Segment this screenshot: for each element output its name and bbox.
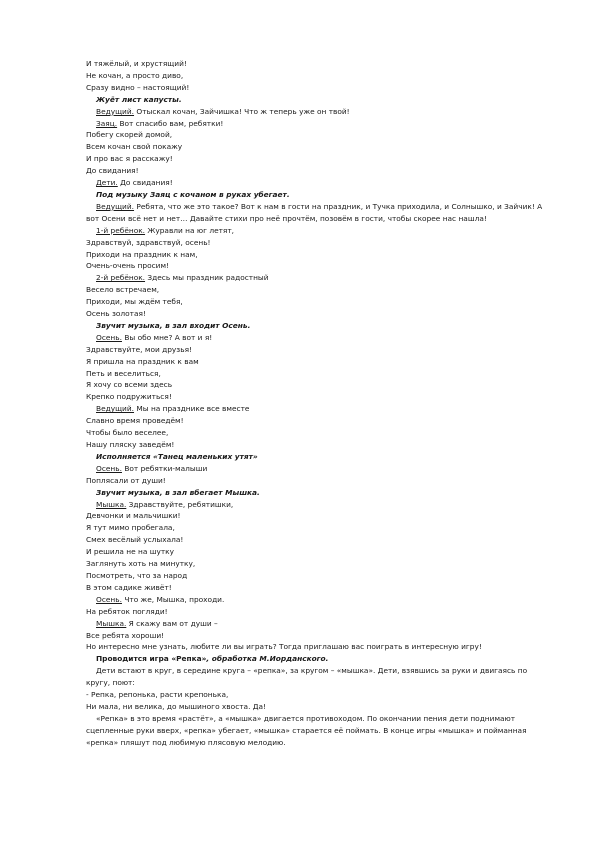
speech-line	[86, 499, 552, 511]
speaker-name: Ведущий.	[96, 106, 135, 116]
speech-line	[86, 403, 552, 415]
game-credit: , обработка М.Иорданского.	[206, 654, 329, 664]
verse-line: И тяжёлый, и хрустящий!	[86, 59, 187, 68]
speech-line	[86, 272, 552, 284]
speaker-name: Мышка.	[96, 618, 127, 628]
prose-line: Но интересно мне узнать, любите ли вы играть? Тогда приглашаю вас поиграть в интересную игру!	[86, 642, 482, 652]
speech-text: Мы на празднике все вместе	[134, 404, 250, 414]
verse-line: Нашу пляску заведём!	[86, 440, 175, 449]
verse-line: Чтобы было веселее,	[86, 428, 169, 438]
verse-line: Поплясали от души!	[86, 475, 166, 485]
speech-line	[86, 225, 552, 237]
speech-line	[86, 118, 552, 130]
instruction-paragraph: Дети встают в круг, в середине круга – «репка», за кругом – «мышка». Дети, взявшись за руки и двигаясь по кругу, поют:	[86, 666, 528, 688]
stage-direction: Под музыку Заяц с кочаном в руках убегает.	[96, 189, 290, 199]
verse-line: До свидания!	[86, 166, 139, 176]
verse-line: И про вас я расскажу!	[86, 154, 173, 164]
verse-line: Здравствуй, здравствуй, осень!	[86, 237, 211, 247]
verse-line: Осень золотая!	[86, 309, 146, 319]
speech-line	[86, 618, 552, 630]
verse-line: Весело встречаем,	[86, 285, 160, 295]
verse-line: Заглянуть хоть на минутку,	[86, 559, 196, 569]
verse-line: Не кочан, а просто диво,	[86, 70, 184, 80]
verse-line: Крепко подружиться!	[86, 392, 172, 402]
speaker-name: Заяц.	[96, 118, 118, 128]
verse-line: Все ребята хороши!	[86, 630, 165, 640]
speech-line	[86, 177, 552, 189]
speech-text: Здравствуйте, ребятишки,	[126, 499, 234, 509]
speech-text: Здесь мы праздник радостный	[145, 273, 269, 283]
verse-line: В этом садике живёт!	[86, 582, 172, 592]
speech-line	[86, 201, 552, 225]
speaker-name: Осень.	[96, 463, 122, 473]
speaker-name: Ведущий.	[96, 201, 135, 211]
stage-direction: Звучит музыка, в зал вбегает Мышка.	[96, 487, 260, 497]
speech-line	[86, 106, 552, 118]
speech-text: Отыскал кочан, Зайчишка! Что ж теперь уже он твой!	[134, 106, 350, 116]
speech-line	[86, 594, 552, 606]
verse-line: Сразу видно – настоящий!	[86, 82, 190, 92]
speech-line	[86, 332, 552, 344]
speaker-name: Ведущий.	[96, 404, 135, 414]
verse-line: Ни мала, ни велика, до мышиного хвоста. Да!	[86, 701, 267, 711]
speaker-name: 1-й ребёнок.	[96, 225, 146, 235]
speech-text: Ребята, что же это такое? Вот к нам в гости на праздник, и Тучка приходила, и Солнышко, и Зайчик! А вот Осени всё нет и нет… Давайте стихи про неё прочтём, позовём в гости, чтобы скорее нас нашла!	[86, 201, 543, 223]
speech-text: Что же, Мышка, проходи.	[121, 594, 225, 604]
verse-line: Славно время проведём!	[86, 416, 184, 426]
instruction-paragraph: «Репка» в это время «растёт», а «мышка» двигается противоходом. По окончании пения дети поднимают сцепленные руки вверх, «репка» убегает, «мышка» старается её поймать. В конце игры «мышка» и пойманная «репка» пляшут под любимую плясовую мелодию.	[86, 713, 527, 747]
verse-line: Петь и веселиться,	[86, 368, 161, 378]
speech-text: До свидания!	[117, 178, 173, 188]
verse-line: Я пришла на праздник к вам	[86, 356, 199, 366]
speaker-name: Осень.	[96, 332, 122, 342]
speaker-name: 2-й ребёнок.	[96, 273, 146, 283]
verse-line: На ребяток погляди!	[86, 606, 168, 616]
game-heading	[86, 653, 552, 665]
speech-text: Вот спасибо вам, ребятки!	[117, 118, 224, 128]
verse-line: Посмотреть, что за народ	[86, 570, 188, 580]
stage-direction: Звучит музыка, в зал входит Осень.	[96, 320, 251, 330]
speech-line	[86, 463, 552, 475]
speech-text: Я скажу вам от души –	[126, 618, 218, 628]
verse-line: Девчонки и мальчишки!	[86, 511, 181, 521]
verse-line: Смех весёлый услыхала!	[86, 535, 184, 545]
verse-line: Приходи на праздник к нам,	[86, 249, 198, 259]
verse-line: Здравствуйте, мои друзья!	[86, 344, 192, 354]
speaker-name: Дети.	[96, 178, 118, 188]
verse-line: Побегу скорей домой,	[86, 130, 173, 140]
stage-direction: Жуёт лист капусты.	[96, 94, 182, 104]
verse-line: Я тут мимо пробегала,	[86, 523, 175, 533]
verse-line: И решила не на шутку	[86, 547, 175, 557]
speech-text: Журавли на юг летят,	[145, 225, 235, 235]
speech-text: Вы обо мне? А вот и я!	[121, 332, 213, 342]
verse-line: - Репка, репонька, расти крепонька,	[86, 690, 229, 700]
speech-text: Вот ребятки-малыши	[121, 463, 208, 473]
verse-line: Приходи, мы ждём тебя,	[86, 297, 183, 307]
verse-line: Всем кочан свой покажу	[86, 142, 183, 152]
verse-line: Я хочу со всеми здесь	[86, 380, 173, 390]
script-text	[86, 58, 552, 749]
stage-direction: Исполняется «Танец маленьких утят»	[96, 451, 258, 461]
speaker-name: Осень.	[96, 594, 122, 604]
speaker-name: Мышка.	[96, 499, 127, 509]
game-title: Проводится игра «Репка»	[96, 654, 207, 664]
verse-line: Очень-очень просим!	[86, 261, 170, 271]
